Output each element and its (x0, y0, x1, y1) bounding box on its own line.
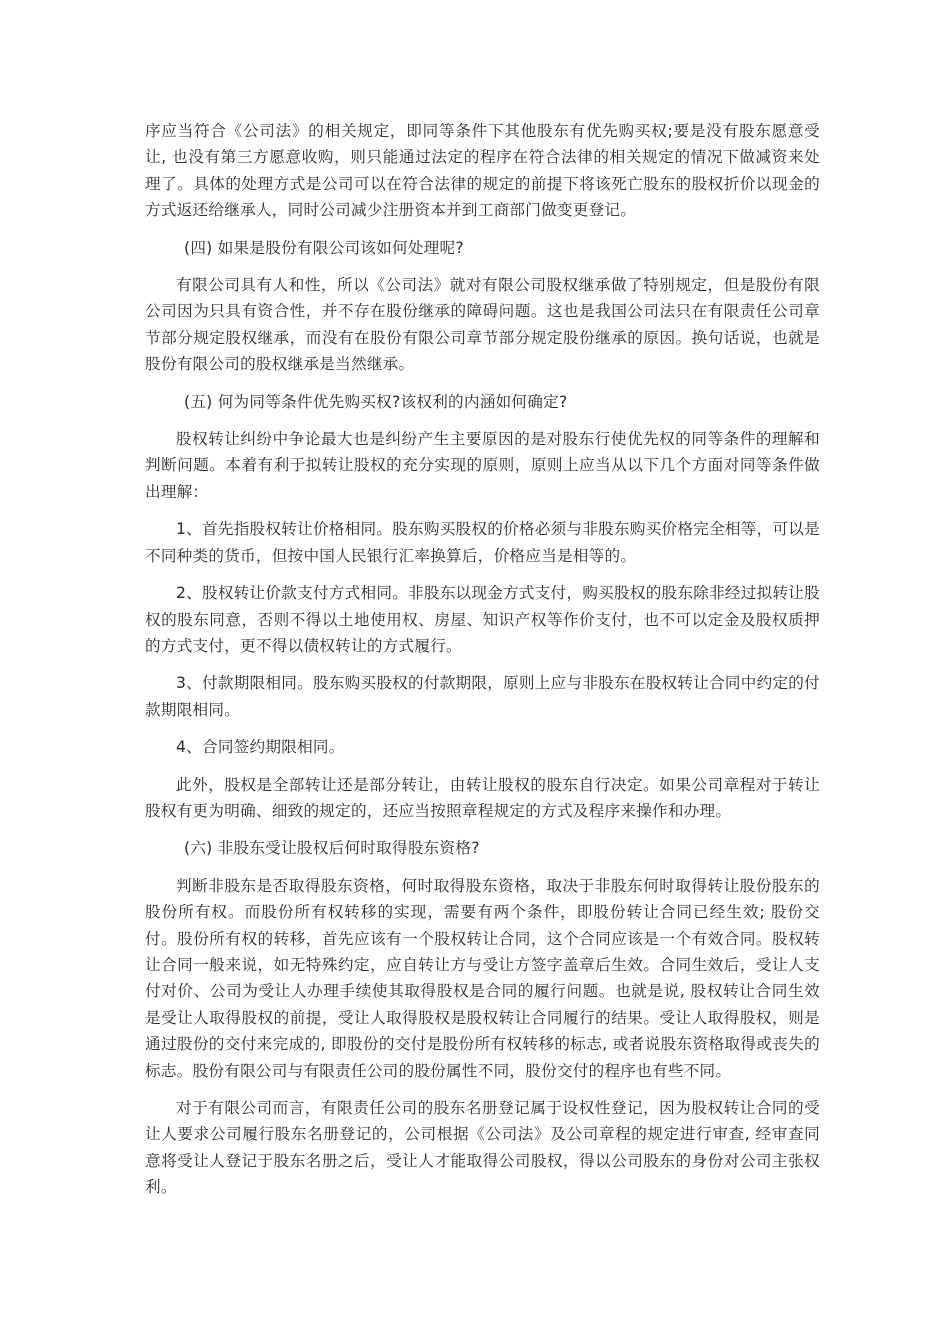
paragraph: 此外，股权是全部转让还是部分转让，由转让股权的股东自行决定。如果公司章程对于转让股权有更为明确、细致的规定的，还应当按照章程规定的方式及程序来操作和办理。 (145, 775, 820, 820)
section-heading-6: (六) 非股东受让股权后何时取得股东资格? (184, 839, 480, 858)
paragraph: 股权转让纠纷中争论最大也是纠纷产生主要原因的是对股东行使优先权的同等条件的理解和判断问题。本着有利于拟转让股权的充分实现的原则，原则上应当从以下几个方面对同等条件做出理解： (145, 430, 820, 501)
list-item-1: 1、首先指股权转让价格相同。股东购买股权的价格必须与非股东购买价格完全相等，可以是不同种类的货币，但按中国人民银行汇率换算后，价格应当是相等的。 (145, 520, 820, 565)
paragraph: 有限公司具有人和性，所以《公司法》就对有限公司股权继承做了特别规定，但是股份有限公司因为只具有资合性，并不存在股份继承的障碍问题。这也是我国公司法只在有限责任公司章节部分规定股权继承，而没有在股份有限公司章节部分规定股份继承的原因。换句话说，也就是股份有限公司的股权继承是当然继承。 (145, 276, 820, 374)
section-heading-4: (四) 如果是股份有限公司该如何处理呢? (184, 238, 464, 257)
list-item-3: 3、付款期限相同。股东购买股权的付款期限，原则上应与非股东在股权转让合同中约定的付款期限相同。 (145, 674, 820, 719)
paragraph-continued: 序应当符合《公司法》的相关规定，即同等条件下其他股东有优先购买权;要是没有股东愿意受让, 也没有第三方愿意收购，则只能通过法定的程序在符合法律的相关规定的情况下做减资来处理了。具体的处理方式是公司可以在符合法律的规定的前提下将该死亡股东的股权折价以现金的方式返还给继承人，同时公司减少注册资本并到工商部门做变更登记。 (145, 122, 820, 220)
paragraph: 对于有限公司而言，有限责任公司的股东名册登记属于设权性登记，因为股权转让合同的受让人要求公司履行股东名册登记的，公司根据《公司法》及公司章程的规定进行审查, 经审查同意将受让人登记于股东名册之后，受让人才能取得公司股权，得以公司股东的身份对公司主张权利。 (145, 1099, 820, 1197)
section-heading-5: (五) 何为同等条件优先购买权?该权利的内涵如何确定? (184, 392, 568, 411)
paragraph: 判断非股东是否取得股东资格，何时取得股东资格，取决于非股东何时取得转让股份股东的股份所有权。而股份所有权转移的实现，需要有两个条件，即股份转让合同已经生效; 股份交付。股份所有权的转移，首先应该有一个股权转让合同，这个合同应该是一个有效合同。股权转让合同一般来说，如无特殊约定，应自转让方与受让方签字盖章后生效。合同生效后，受让人支付对价、公司为受让人办理手续使其取得股权是合同的履行问题。也就是说, 股权转让合同生效是受让人取得股权的前提，受让人取得股权是股权转让合同履行的结果。受让人取得股权，则是通过股份的交付来完成的, 即股份的交付是股份所有权转移的标志, 或者说股东资格取得或丧失的标志。股份有限公司与有限责任公司的股份属性不同，股份交付的程序也有些不同。 (145, 876, 820, 1080)
list-item-4: 4、合同签约期限相同。 (176, 738, 345, 757)
list-item-2: 2、股权转让价款支付方式相同。非股东以现金方式支付，购买股权的股东除非经过拟转让股权的股东同意，否则不得以土地使用权、房屋、知识产权等作价支付，也不可以定金及股权质押的方式支付，更不得以债权转让的方式履行。 (145, 584, 820, 655)
document-body (145, 118, 820, 1212)
